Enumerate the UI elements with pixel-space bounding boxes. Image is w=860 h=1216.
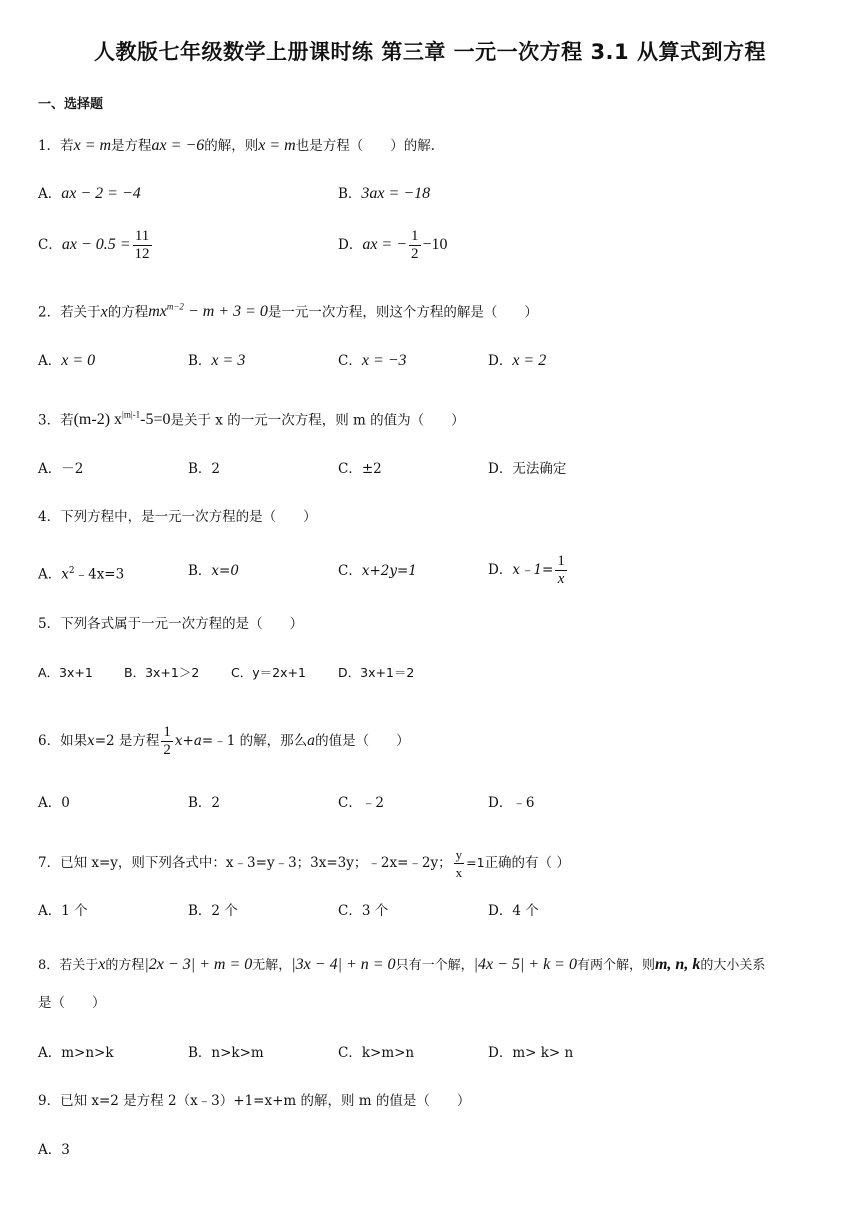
q6-prefix: 6．如果: [38, 733, 88, 749]
fraction-numerator: 1: [411, 228, 419, 244]
q6-option-a: A．0: [38, 795, 70, 811]
fraction-numerator: y: [455, 847, 463, 862]
q6-fraction: [161, 724, 173, 759]
q2-eq-rest: − m + 3 = 0: [183, 303, 268, 321]
q2-option-a-expr: x = 0: [61, 352, 96, 369]
q4-option-d-expr: x﹣1=: [512, 562, 554, 578]
q7-fraction: [454, 846, 465, 881]
q6-math-1: x: [87, 733, 95, 749]
q2-option-c-label: C．: [338, 353, 362, 369]
q4-option-b-expr: x=0: [211, 563, 239, 579]
q2-option-b-label: B．: [188, 353, 212, 369]
q4-option-c-expr: x+2y=1: [361, 563, 417, 579]
q1-prefix: 1．若: [38, 138, 74, 154]
q4-option-b: [188, 561, 239, 581]
q3-option-c: C．±2: [338, 461, 382, 477]
q7-option-a: A．1 个: [38, 903, 88, 919]
q6-text-3: 的值是（ ）: [315, 733, 410, 749]
q2-variable: x: [100, 303, 108, 321]
q2-option-b: [188, 351, 245, 371]
q1-option-d-expr-2: −10: [422, 236, 448, 253]
q8-variables: m, n, k: [654, 956, 701, 973]
q4-option-a: [38, 561, 124, 585]
q6-option-b: B．2: [188, 795, 221, 811]
fraction-numerator: 11: [133, 228, 152, 246]
q2-prefix: 2．若关于: [38, 304, 101, 321]
q1-option-d-label: D．: [338, 237, 363, 253]
q1-option-d-fraction: [409, 228, 421, 263]
q2-option-d-expr: x = 2: [512, 352, 547, 369]
q7-option-c: C．3 个: [338, 903, 389, 919]
fraction-denominator: x: [557, 571, 565, 587]
q6-text-1: =2 是方程: [94, 733, 160, 749]
q1-math-2: ax = −6: [151, 137, 205, 154]
question-2: [38, 297, 538, 322]
q6-text-2: =﹣1 的解，那么: [201, 733, 308, 749]
q8-text-2: 无解，: [252, 958, 292, 973]
q3-option-b: B．2: [188, 461, 221, 477]
q5-option-a: A．3x+1: [38, 665, 93, 680]
question-7: [38, 846, 570, 881]
q5-option-d: D．3x+1＝2: [338, 665, 415, 680]
q8-text-4: 有两个解，则: [576, 958, 655, 973]
q1-option-c-fraction: [133, 228, 152, 263]
q8-equation-1: |2x − 3| + m = 0: [144, 956, 253, 973]
q4-option-d-label: D．: [488, 562, 513, 578]
question-8-line-2: 是（ ）: [38, 995, 106, 1011]
question-8: [38, 955, 765, 976]
q4-option-c-label: C．: [338, 563, 362, 579]
q2-option-a-label: A．: [38, 353, 62, 369]
q7-prefix: 7．已知 x=y，则下列各式中：x﹣3=y﹣3；3x=3y；﹣2x=﹣2y；: [38, 855, 452, 871]
q1-option-b-label: B．: [338, 186, 362, 202]
q9-option-a: A．3: [38, 1142, 70, 1158]
q1-option-c: [38, 228, 154, 263]
fraction-numerator: 1: [163, 724, 171, 740]
fraction-numerator: 1: [557, 553, 565, 569]
q1-math-3: x = m: [258, 137, 296, 154]
question-3: [38, 405, 465, 430]
q1-text-3: 也是方程（ ）的解.: [295, 138, 435, 154]
q1-option-c-label: C．: [38, 237, 62, 253]
q1-math-1: x = m: [73, 137, 112, 154]
q1-option-b-expr: 3ax = −18: [361, 185, 431, 202]
page-title: 人教版七年级数学上册课时练 第三章 一元一次方程 3.1 从算式到方程: [94, 40, 766, 64]
q7-option-d: D．4 个: [488, 903, 539, 919]
q3-eq-base: (m-2) x: [73, 411, 123, 429]
q8-equation-3: |4x − 5| + k = 0: [473, 956, 577, 973]
q6-math-2: x+a: [174, 733, 202, 749]
q2-option-d: [488, 351, 546, 371]
q4-option-d-fraction: [555, 553, 567, 588]
q2-option-a: [38, 351, 95, 371]
q5-option-b: B．3x+1＞2: [124, 665, 200, 680]
q4-option-a-var: x: [61, 566, 69, 583]
q1-option-d-expr-1: ax = −: [362, 236, 408, 253]
q8-equation-2: |3x − 4| + n = 0: [291, 956, 396, 973]
q8-text-5: 的大小关系: [700, 958, 766, 973]
question-1: [38, 136, 435, 156]
q8-prefix: 8．若关于: [38, 958, 99, 973]
fraction-denominator: 12: [134, 246, 150, 262]
q2-option-c-expr: x = −3: [361, 352, 407, 369]
question-6: [38, 724, 410, 759]
q7-option-b: B．2 个: [188, 903, 238, 919]
q1-option-a-expr: ax − 2 = −4: [61, 185, 141, 202]
q2-text-1: 的方程: [107, 304, 149, 321]
q8-option-a: A．m>n>k: [38, 1045, 114, 1061]
q8-text-3: 只有一个解，: [395, 958, 474, 973]
q2-option-d-label: D．: [488, 353, 513, 369]
q8-text-1: 的方程: [105, 958, 145, 973]
q2-text-2: 是一元一次方程，则这个方程的解是（ ）: [267, 304, 538, 321]
fraction-denominator: x: [455, 865, 463, 880]
q1-option-a-label: A．: [38, 186, 62, 202]
q2-equation: [148, 303, 268, 320]
question-5: 5．下列各式属于一元一次方程的是（ ）: [38, 616, 304, 632]
q4-option-d: [488, 553, 569, 588]
section-heading: 一、选择题: [38, 97, 104, 112]
q7-equals-one: =1: [466, 855, 485, 870]
q4-option-a-rest: ﹣4x=3: [74, 566, 125, 583]
q1-text-2: 的解，则: [204, 138, 259, 154]
q8-option-c: C．k>m>n: [338, 1045, 415, 1061]
q1-option-c-expr: ax − 0.5 =: [61, 236, 131, 253]
q6-option-d: D．﹣6: [488, 795, 535, 811]
q8-option-b: B．n>k>m: [188, 1045, 264, 1061]
q1-option-b: [338, 184, 430, 204]
q4-option-a-label: A．: [38, 566, 62, 583]
question-4: 4．下列方程中，是一元一次方程的是（ ）: [38, 509, 317, 525]
q6-math-3: a: [307, 733, 316, 749]
q4-option-a-exponent: 2: [68, 566, 75, 576]
q3-prefix: 3．若: [38, 412, 74, 429]
q1-option-a: [38, 184, 141, 204]
q5-option-c: C．y＝2x+1: [231, 665, 306, 680]
q3-eq-rest: -5=0: [140, 411, 171, 429]
q3-eq-exponent: |m|-1: [122, 410, 141, 420]
q3-option-a: A．－2: [38, 461, 84, 477]
q2-eq-base: mx: [148, 303, 167, 321]
fraction-denominator: 2: [163, 742, 171, 758]
q2-option-c: [338, 351, 407, 371]
q2-eq-exponent: m−2: [166, 302, 184, 312]
q1-text-1: 是方程: [111, 138, 152, 154]
q1-option-d: [338, 228, 448, 263]
q8-option-d: D．m> k> n: [488, 1045, 574, 1061]
q3-text-1: 是关于 x 的一元一次方程，则 m 的值为（ ）: [170, 412, 465, 429]
q4-option-b-label: B．: [188, 563, 212, 579]
q7-suffix: 正确的有（ ）: [484, 855, 570, 871]
fraction-denominator: 2: [411, 246, 419, 262]
q8-variable: x: [98, 956, 106, 973]
question-9: 9．已知 x=2 是方程 2（x﹣3）+1=x+m 的解，则 m 的值是（ ）: [38, 1093, 471, 1109]
q2-option-b-expr: x = 3: [211, 352, 246, 369]
q3-option-d: D．无法确定: [488, 461, 567, 477]
q4-option-c: [338, 561, 417, 581]
q3-equation: [74, 411, 171, 428]
q6-option-c: C．﹣2: [338, 795, 384, 811]
